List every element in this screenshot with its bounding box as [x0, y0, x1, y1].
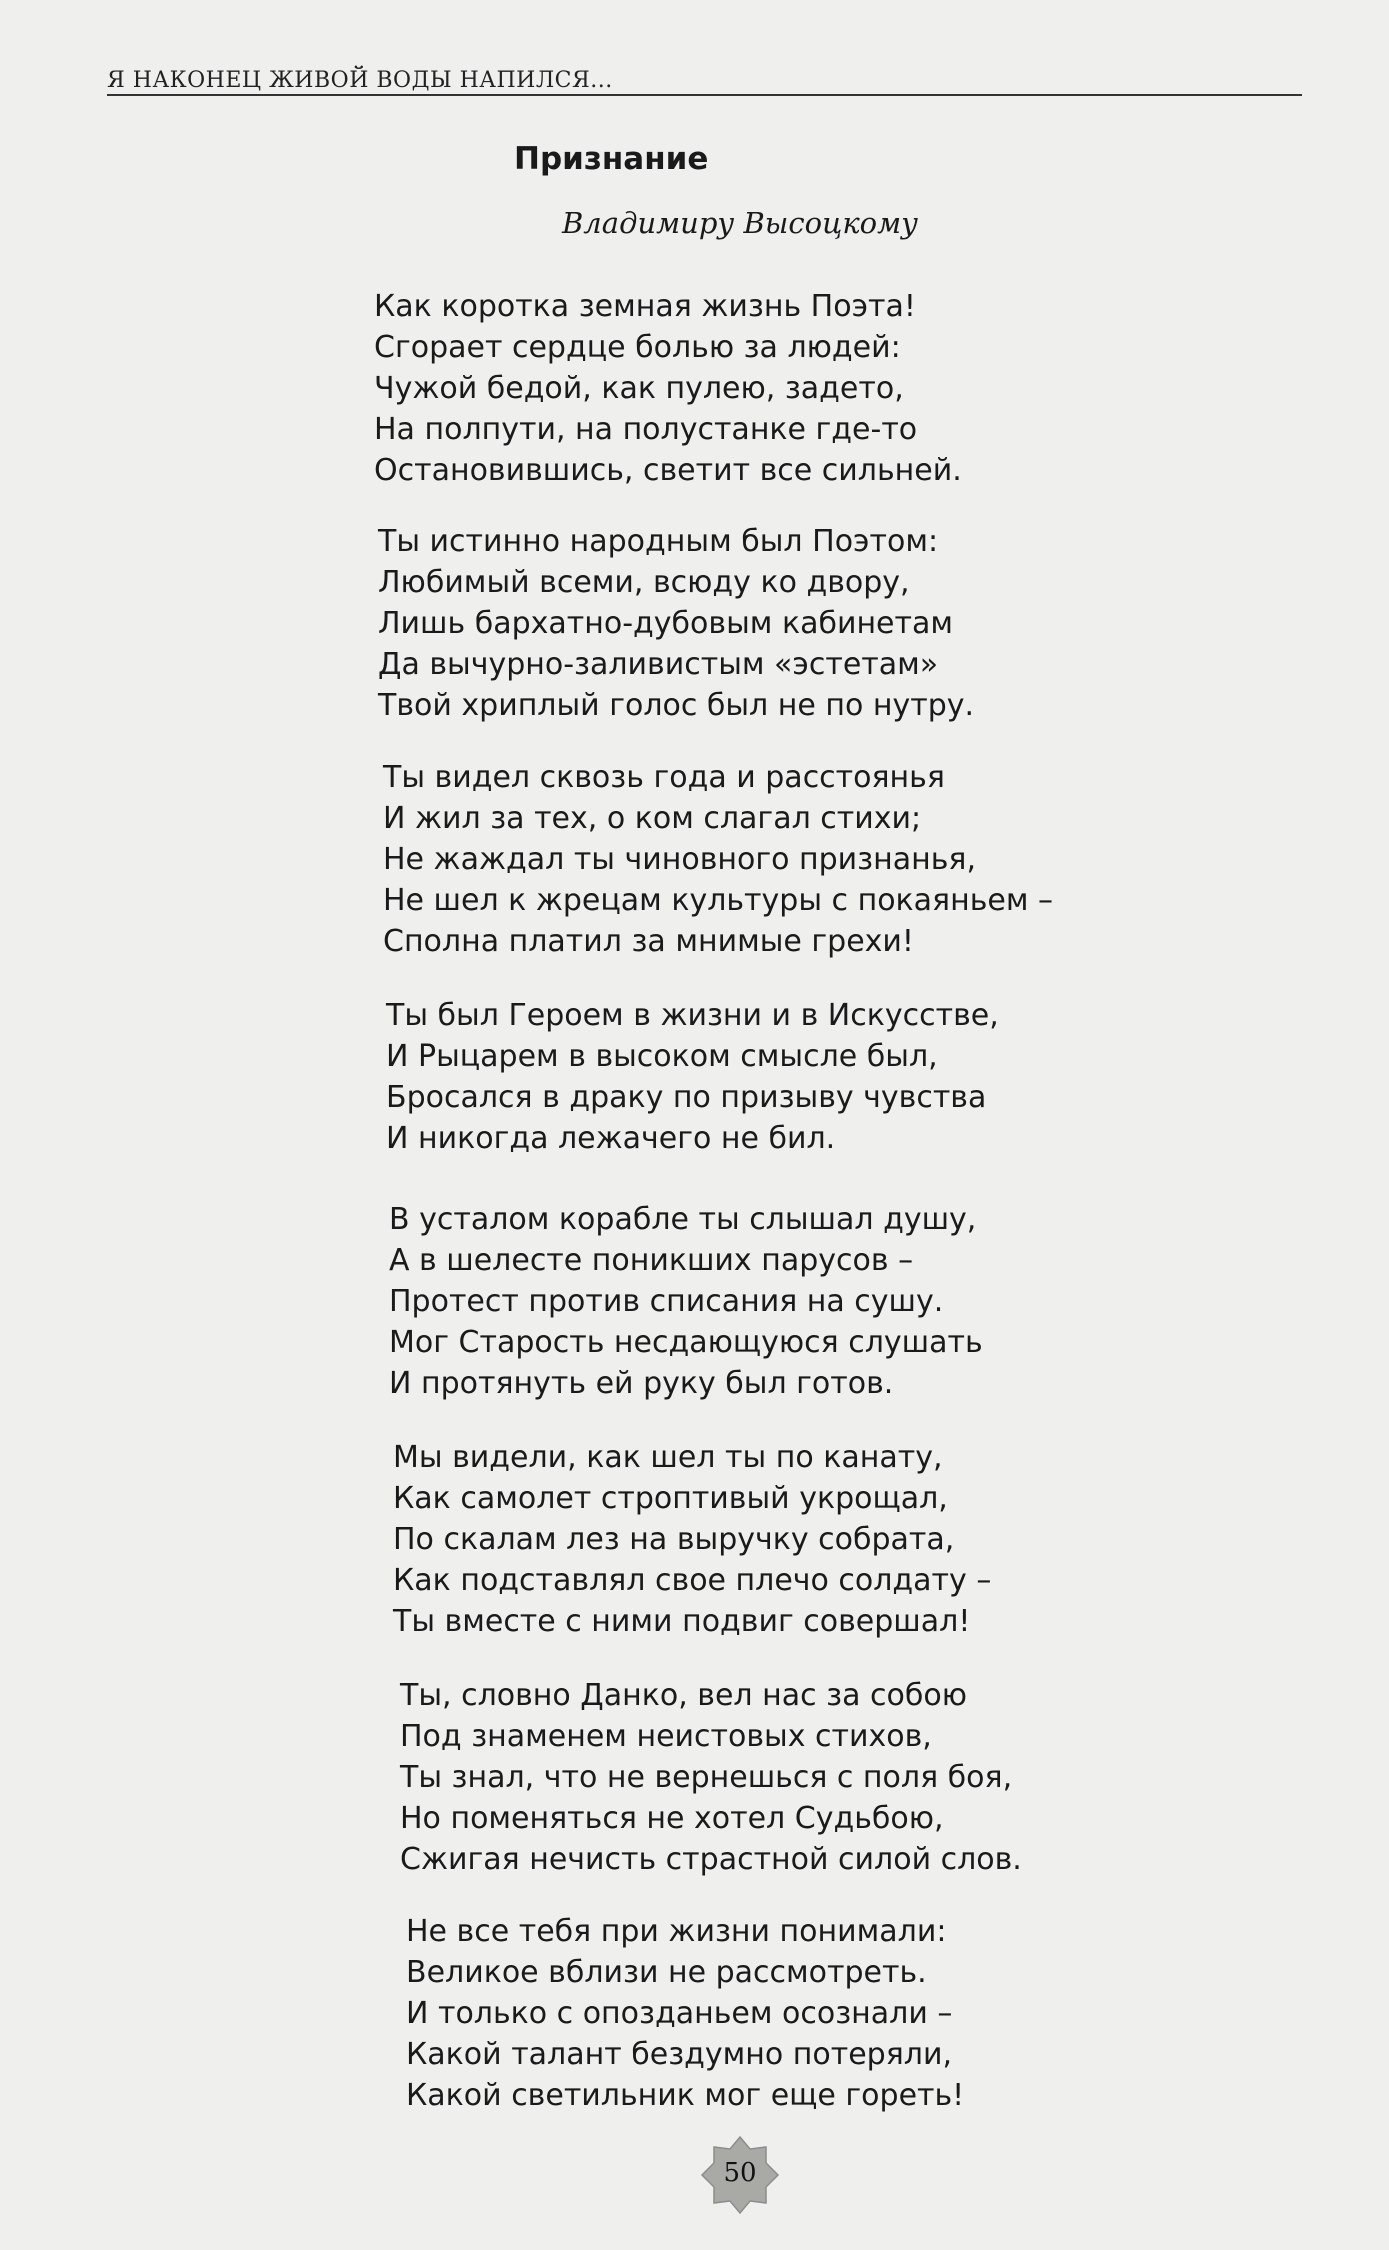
poem-line: Ты знал, что не вернешься с поля боя, — [400, 1760, 1013, 1795]
poem-line: Сгорает сердце болью за людей: — [374, 330, 901, 365]
poem-line: По скалам лез на выручку собрата, — [393, 1522, 955, 1557]
poem-title: Признание — [514, 141, 709, 177]
stanza-5 — [389, 1199, 983, 1404]
poem-line: Как самолет строптивый укрощал, — [393, 1481, 948, 1516]
poem-line: Но поменяться не хотел Судьбою, — [400, 1801, 944, 1836]
stanza-6 — [393, 1437, 991, 1642]
poem-line: В усталом корабле ты слышал душу, — [389, 1202, 977, 1237]
poem-line: Как коротка земная жизнь Поэта! — [374, 289, 916, 324]
poem-line: Как подставлял свое плечо солдату – — [393, 1563, 992, 1598]
poem-line: Чужой бедой, как пулею, задето, — [374, 371, 904, 406]
poem-line: И протянуть ей руку был готов. — [389, 1366, 894, 1401]
poem-line: И только с опозданьем осознали – — [406, 1996, 953, 2031]
header-rule — [107, 94, 1302, 96]
page-number: 50 — [723, 2158, 757, 2188]
poem-line: Ты был Героем в жизни и в Искусстве, — [386, 998, 999, 1033]
poem-line: Ты вместе с ними подвиг совершал! — [393, 1604, 971, 1639]
poem-line: Великое вблизи не рассмотреть. — [406, 1955, 927, 1990]
poem-line: Не жаждал ты чиновного признанья, — [383, 842, 976, 877]
poem-line: И никогда лежачего не бил. — [386, 1121, 836, 1156]
poem-line: Протест против списания на сушу. — [389, 1284, 944, 1319]
poem-line: Не шел к жрецам культуры с покаяньем – — [383, 883, 1054, 918]
poem-line: Не все тебя при жизни понимали: — [406, 1914, 947, 1949]
poem-line: Бросался в драку по призыву чувства — [386, 1080, 987, 1115]
poem-line: Любимый всеми, всюду ко двору, — [378, 565, 910, 600]
stanza-2 — [378, 521, 974, 726]
stanza-8 — [406, 1911, 964, 2116]
running-head: Я НАКОНЕЦ ЖИВОЙ ВОДЫ НАПИЛСЯ... — [107, 68, 613, 93]
poem-line: Ты, словно Данко, вел нас за собою — [400, 1678, 967, 1713]
poem-line: На полпути, на полустанке где-то — [374, 412, 918, 447]
poem-dedication: Владимиру Высоцкому — [562, 206, 918, 240]
poem-line: А в шелесте поникших парусов – — [389, 1243, 914, 1278]
stanza-7 — [400, 1675, 1022, 1880]
poem-line: Остановившись, светит все сильней. — [374, 453, 962, 488]
poem-line: Сжигая нечисть страстной силой слов. — [400, 1842, 1022, 1877]
poem-line: Ты видел сквозь года и расстоянья — [383, 760, 945, 795]
poem-line: И Рыцарем в высоком смысле был, — [386, 1039, 938, 1074]
poem-line: Мог Старость несдающуюся слушать — [389, 1325, 983, 1360]
poem-line: Мы видели, как шел ты по канату, — [393, 1440, 943, 1475]
poem-line: Под знаменем неистовых стихов, — [400, 1719, 932, 1754]
stanza-4 — [386, 995, 999, 1159]
poem-line: Какой светильник мог еще гореть! — [406, 2078, 965, 2113]
poem-line: И жил за тех, о ком слагал стихи; — [383, 801, 922, 836]
poem-line: Лишь бархатно-дубовым кабинетам — [378, 606, 954, 641]
poem-line: Сполна платил за мнимые грехи! — [383, 924, 914, 959]
poem-line: Какой талант бездумно потеряли, — [406, 2037, 952, 2072]
poem-line: Твой хриплый голос был не по нутру. — [378, 688, 975, 723]
poem-line: Да вычурно-заливистым «эстетам» — [378, 647, 939, 682]
stanza-1 — [374, 286, 962, 491]
stanza-3 — [383, 757, 1053, 962]
poem-line: Ты истинно народным был Поэтом: — [378, 524, 939, 559]
